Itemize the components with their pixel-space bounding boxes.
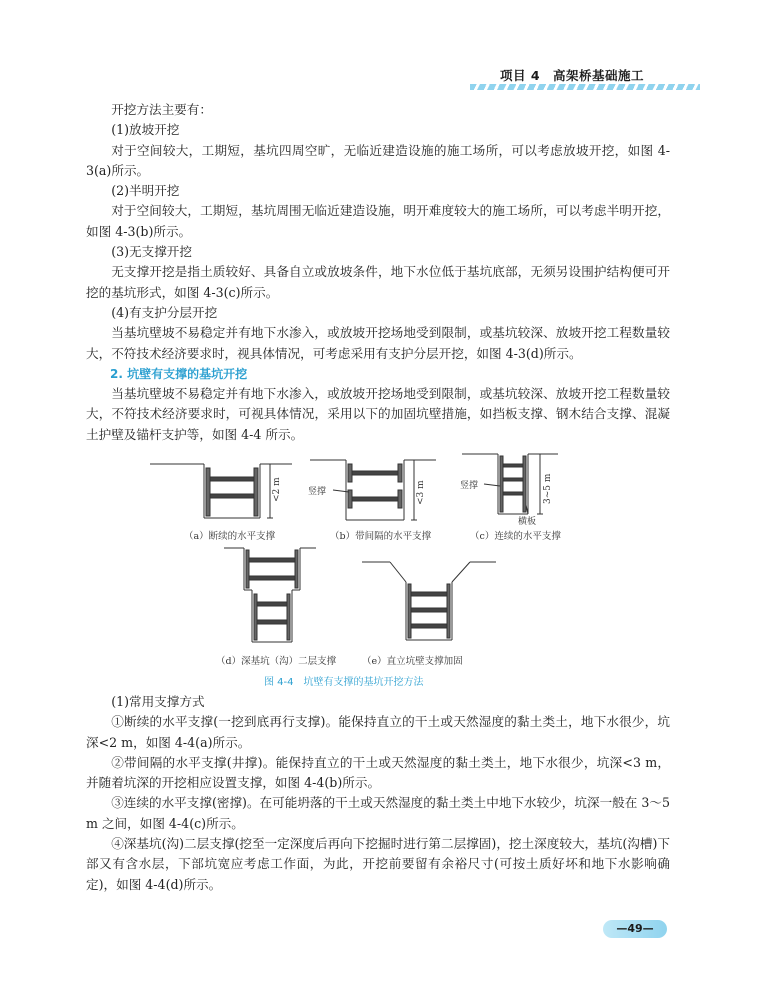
- subheading: (1)常用支撑方式: [111, 694, 205, 709]
- caption-a: （a）断续的水平支撑: [184, 531, 276, 542]
- paragraph: 当基坑壁坡不易稳定并有地下水渗入，或放坡开挖场地受到限制，或基坑较深、放坡开挖工程数量较大，不符技术经济要求时，视具体情况，可考虑采用有支护分层开挖，如图 4-3(d)所示。: [86, 325, 670, 361]
- header-title: 项目 4 高架桥基础施工: [500, 68, 645, 83]
- subheading: (4)有支护分层开挖: [111, 304, 218, 320]
- section-heading: 2. 坑壁有支撑的基坑开挖: [110, 366, 248, 381]
- depth-label-a: <2 m: [272, 477, 282, 502]
- paragraph: 无支撑开挖是指土质较好、具备自立或放坡条件，地下水位低于基坑底部，无须另设围护结构便可开挖的基坑形式，如图 4-3(c)所示。: [86, 264, 670, 300]
- paragraph: ①断续的水平支撑(一挖到底再行支撑)。能保持直立的干土或天然湿度的黏土类土，地下水很少，坑深<2 m，如图 4-4(a)所示。: [86, 714, 670, 750]
- figure-title: 图 4-4 坑壁有支撑的基坑开挖方法: [264, 677, 424, 688]
- paragraph: 开挖方法主要有：: [111, 102, 212, 117]
- header-stripe: [470, 84, 700, 90]
- caption-e: （e）直立坑壁支撑加固: [362, 656, 463, 667]
- paragraph: 对于空间较大，工期短，基坑周围无临近建造设施，明开难度较大的施工场所，可以考虑半明开挖，如图 4-3(b)所示。: [86, 203, 670, 239]
- paragraph: 当基坑壁坡不易稳定并有地下水渗入，或放坡开挖场地受到限制，或基坑较深、放坡开挖工程数量较大，不符技术经济要求时，可视具体情况，采用以下的加固坑壁措施，如挡板支撑、钢木结合支撑、混凝土护壁及锚杆支护等，如图 4-4 所示。: [86, 386, 670, 442]
- paragraph: ③连续的水平支撑(密撑)。在可能坍落的干土或天然湿度的黏土类土中地下水较少，坑深一般在 3～5 m 之间，如图 4-4(c)所示。: [86, 795, 670, 831]
- page-number: —49—: [603, 920, 667, 938]
- strut-label-b: 竖撑: [308, 487, 327, 497]
- body-text-bottom: [86, 692, 670, 895]
- running-header: [470, 64, 700, 90]
- board-label-c: 横板: [518, 517, 537, 527]
- strut-label-c: 竖撑: [460, 481, 479, 491]
- paragraph: 对于空间较大，工期短，基坑四周空旷，无临近建造设施的施工场所，可以考虑放坡开挖，如图 4-3(a)所示。: [86, 142, 670, 178]
- depth-label-c: 3~5 m: [543, 473, 553, 504]
- figure-4-4: [86, 450, 670, 688]
- caption-d: （d）深基坑（沟）二层支撑: [216, 656, 337, 667]
- depth-label-b: <3 m: [416, 480, 426, 505]
- caption-b: （b）带间隔的水平支撑: [330, 531, 432, 542]
- subheading: (2)半明开挖: [111, 183, 180, 199]
- subheading: (1)放坡开挖: [111, 122, 180, 138]
- paragraph: ④深基坑(沟)二层支撑(挖至一定深度后再向下挖掘时进行第二层撑固)，挖土深度较大，基坑(沟槽)下部又有含水层，下部坑宽应考虑工作面，为此，开挖前要留有余裕尺寸(可按土质好坏和地下水影响确定)，如图 4-4(d)所示。: [86, 836, 670, 892]
- paragraph: ②带间隔的水平支撑(井撑)。能保持直立的干土或天然湿度的黏土类土，地下水很少，坑深<3 m，并随着坑深的开挖相应设置支撑，如图 4-4(b)所示。: [86, 754, 670, 791]
- body-text-top: [86, 100, 670, 445]
- diagram-a: [150, 464, 292, 518]
- diagram-e: [362, 562, 496, 640]
- diagram-d: [224, 548, 316, 642]
- support-diagrams: [86, 450, 670, 685]
- subheading: (3)无支撑开挖: [111, 244, 192, 260]
- caption-c: （c）连续的水平支撑: [470, 531, 561, 542]
